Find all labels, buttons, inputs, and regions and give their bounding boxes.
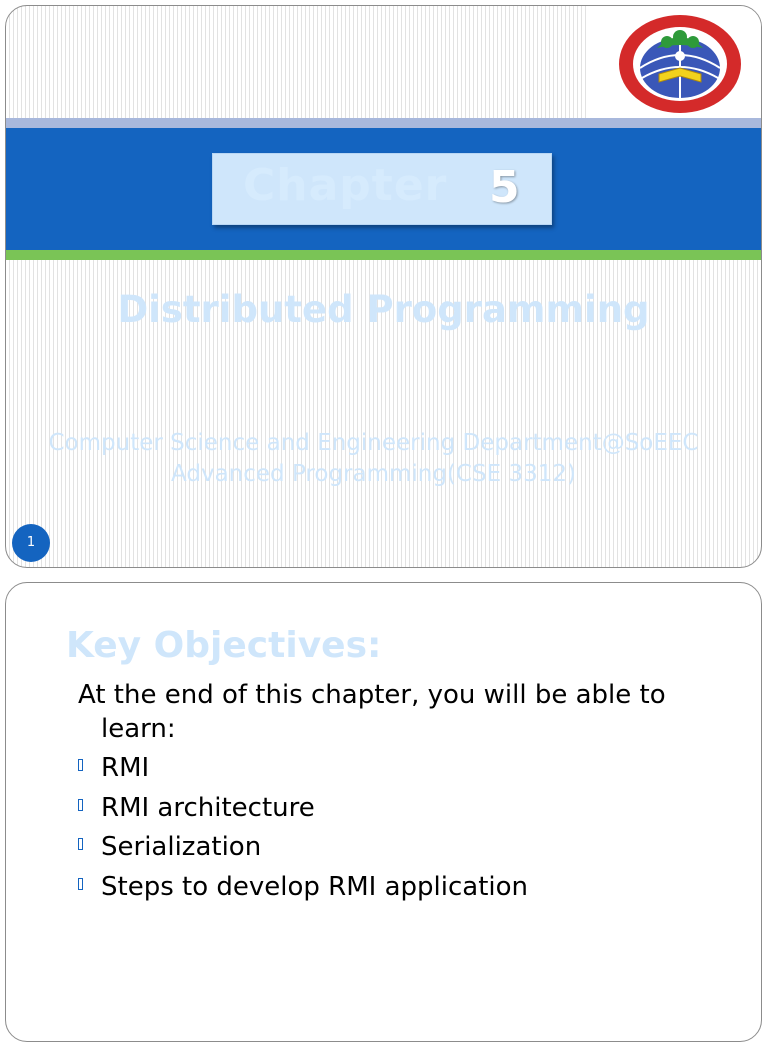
chapter-number: 5 xyxy=(489,162,520,213)
department-text: Computer Science and Engineering Department@SoEEC xyxy=(48,430,699,456)
bullet-icon xyxy=(78,759,83,771)
list-item-text: Steps to develop RMI application xyxy=(101,871,529,902)
list-item-text: Serialization xyxy=(101,832,262,862)
page-number-badge: 1 xyxy=(12,524,50,562)
slide-title-text: Distributed Programming xyxy=(117,288,650,331)
course-text: Advanced Programming(CSE 3312) xyxy=(171,461,576,487)
list-item-text: RMI architecture xyxy=(101,792,315,823)
list-item-text: RMI xyxy=(101,753,150,783)
list-item xyxy=(78,751,528,791)
chapter-word: Chapter xyxy=(243,160,448,211)
bullet-icon xyxy=(78,799,83,811)
slide-objectives xyxy=(5,582,762,1042)
green-accent-bar xyxy=(6,250,761,260)
objectives-list xyxy=(78,751,528,909)
logo-area xyxy=(589,6,761,118)
chapter-label-box xyxy=(212,153,552,225)
top-accent-bar xyxy=(6,118,761,128)
objectives-heading: Key Objectives: xyxy=(66,625,382,666)
list-item xyxy=(78,791,528,831)
slide-title xyxy=(5,5,762,568)
university-seal-logo xyxy=(617,12,743,116)
bullet-icon xyxy=(78,878,83,890)
objectives-intro: At the end of this chapter, you will be able to learn: xyxy=(78,680,666,744)
list-item xyxy=(78,830,528,870)
list-item xyxy=(78,870,528,910)
subtitle-block xyxy=(5,428,761,490)
bullet-icon xyxy=(78,838,83,850)
